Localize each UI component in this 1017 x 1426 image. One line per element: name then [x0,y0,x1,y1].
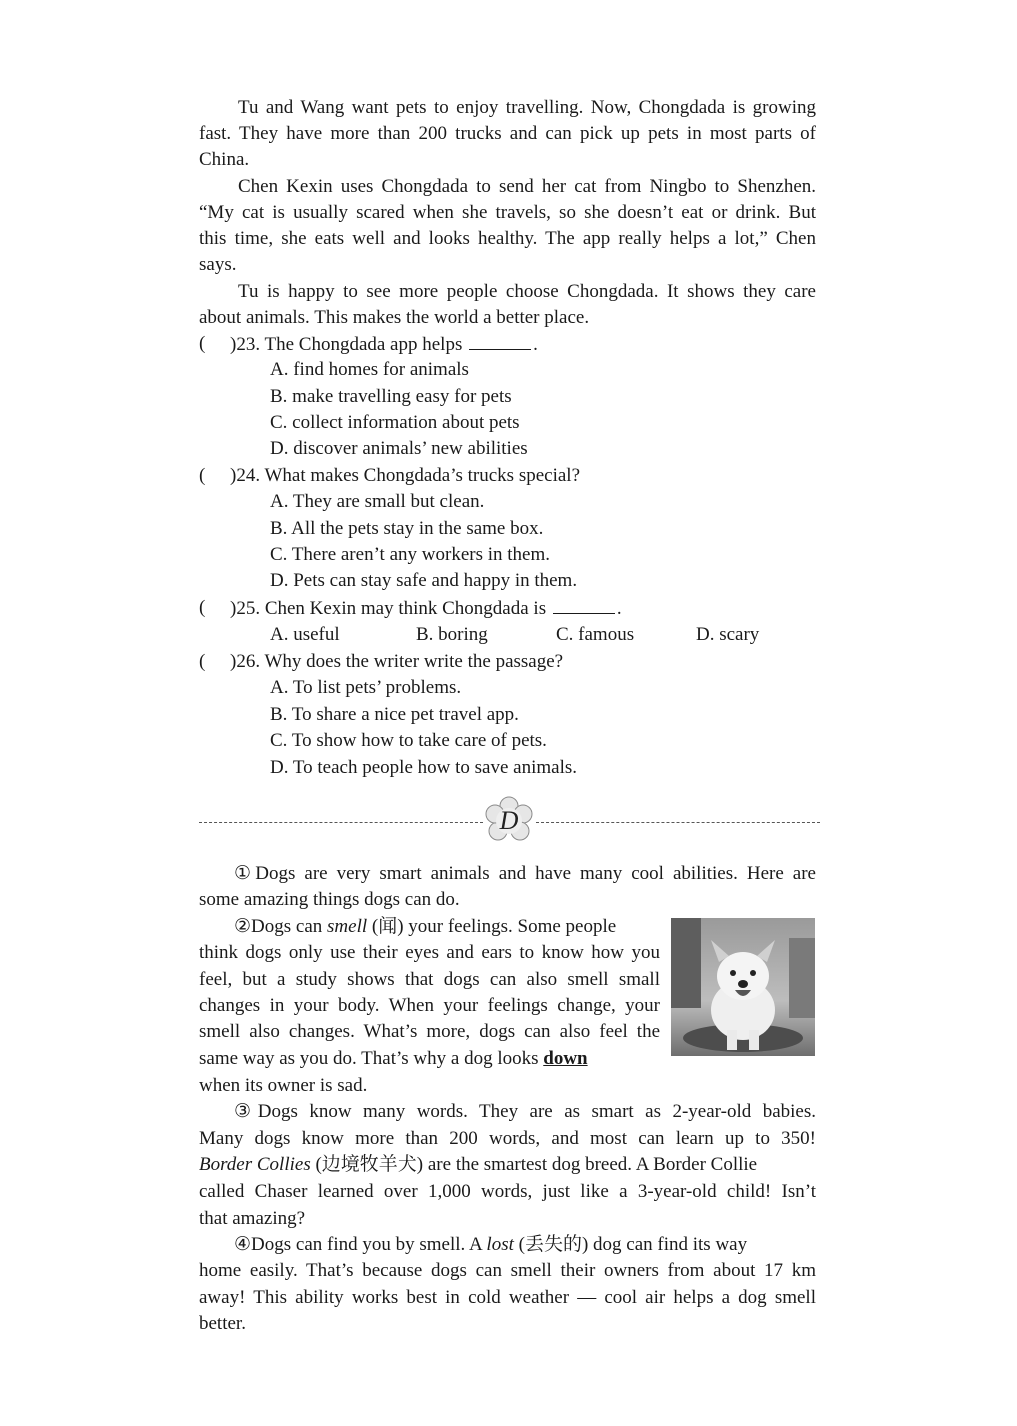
option-24-a[interactable]: A. They are small but clean. [270,491,485,512]
question-23-text: )23. The Chongdada app helps [230,334,463,355]
question-23-bracket: ( [199,333,206,354]
passage-d-line [199,1152,757,1178]
flower-badge-icon [484,796,534,846]
passage-c-line: says. [199,254,237,275]
option-25-b[interactable]: B. boring [416,624,488,645]
passage-d-line: smell also changes. What’s more, dogs can also feel the [199,1021,660,1042]
passage-d-line: home easily. That’s because dogs can smell their owners from about 17 km [199,1260,816,1281]
passage-d-line: ③Dogs know many words. They are as smart as 2-year-old babies. [234,1101,816,1122]
option-23-c[interactable]: C. collect information about pets [270,412,520,433]
passage-c-line: Chen Kexin uses Chongdada to send her cat from Ningbo to Shenzhen. [238,176,816,197]
option-26-b[interactable]: B. To share a nice pet travel app. [270,704,519,725]
section-d-badge [484,796,534,846]
dog-image-icon [671,918,815,1056]
text-span: (丢失的) dog can find its way [513,1234,748,1255]
passage-d-line [199,1046,588,1072]
passage-d-line: that amazing? [199,1208,306,1229]
question-23-end: . [533,334,538,355]
passage-d-line: think dogs only use their eyes and ears to know how you [199,942,660,963]
option-23-d[interactable]: D. discover animals’ new abilities [270,438,528,459]
option-25-d[interactable]: D. scary [696,624,760,645]
passage-c-line: China. [199,149,250,170]
passage-c-line: fast. They have more than 200 trucks and can pick up pets in most parts of [199,123,816,144]
passage-d-line: feel, but a study shows that dogs can also smell small [199,969,660,990]
passage-c-line: Tu is happy to see more people choose Chongdada. It shows they care [238,281,816,302]
question-26-bracket: ( [199,651,206,672]
option-26-d[interactable]: D. To teach people how to save animals. [270,757,577,778]
option-25-a[interactable]: A. useful [270,624,340,645]
option-24-c[interactable]: C. There aren’t any workers in them. [270,544,550,565]
question-25-stem [230,595,622,622]
italic-word: Border Collies [199,1154,311,1175]
option-23-b[interactable]: B. make travelling easy for pets [270,386,512,407]
passage-d-line [234,914,616,940]
question-25-end: . [616,598,622,619]
text-span: (边境牧羊犬) are the smartest dog breed. A Border Collie [310,1154,758,1175]
option-23-a[interactable]: A. find homes for animals [270,359,469,380]
question-26-stem: )26. Why does the writer write the passage? [230,651,564,672]
passage-d-line: changes in your body. When your feelings change, your [199,995,660,1016]
passage-d-line: better. [199,1313,246,1334]
passage-d-line: some amazing things dogs can do. [199,889,460,910]
text-span: (闻) your feelings. Some people [367,916,617,937]
passage-d-line: Many dogs know more than 200 words, and most can learn up to 350! [199,1128,816,1149]
passage-d-line: away! This ability works best in cold weather — cool air helps a dog smell [199,1287,816,1308]
passage-d-line: ①Dogs are very smart animals and have many cool abilities. Here are [234,863,816,884]
answer-blank[interactable] [469,331,531,350]
passage-c-line: about animals. This makes the world a better place. [199,307,590,328]
passage-d-line: when its owner is sad. [199,1075,368,1096]
passage-c-line: this time, she eats well and looks healthy. The app really helps a lot,” Chen [199,228,816,249]
answer-blank[interactable] [553,595,615,614]
passage-d-line: called Chaser learned over 1,000 words, just like a 3-year-old child! Isn’t [199,1181,816,1202]
question-25-text: )25. Chen Kexin may think Chongdada is [230,598,547,619]
section-divider-left [199,822,483,823]
text-span: ②Dogs can [234,916,328,937]
text-span: ④Dogs can find you by smell. A [234,1234,487,1255]
question-24-bracket: ( [199,465,206,486]
option-24-b[interactable]: B. All the pets stay in the same box. [270,518,544,539]
option-24-d[interactable]: D. Pets can stay safe and happy in them. [270,570,578,591]
option-25-c[interactable]: C. famous [556,624,635,645]
italic-word: lost [486,1234,514,1255]
section-divider-right [536,822,820,823]
question-23-stem [230,331,538,358]
passage-d-line [234,1232,747,1258]
text-span: same way as you do. That’s why a dog looks [199,1048,544,1069]
option-26-c[interactable]: C. To show how to take care of pets. [270,730,547,751]
question-24-stem: )24. What makes Chongdada’s trucks special? [230,465,580,486]
section-d-letter: D [499,806,519,835]
question-25-bracket: ( [199,597,206,618]
passage-c-line: “My cat is usually scared when she travels, so she doesn’t eat or drink. But [199,202,816,223]
italic-word: smell [327,916,368,937]
option-26-a[interactable]: A. To list pets’ problems. [270,677,462,698]
dog-photo [671,918,815,1056]
passage-c-line: Tu and Wang want pets to enjoy travelling. Now, Chongdada is growing [238,97,816,118]
underlined-word: down [543,1048,588,1069]
